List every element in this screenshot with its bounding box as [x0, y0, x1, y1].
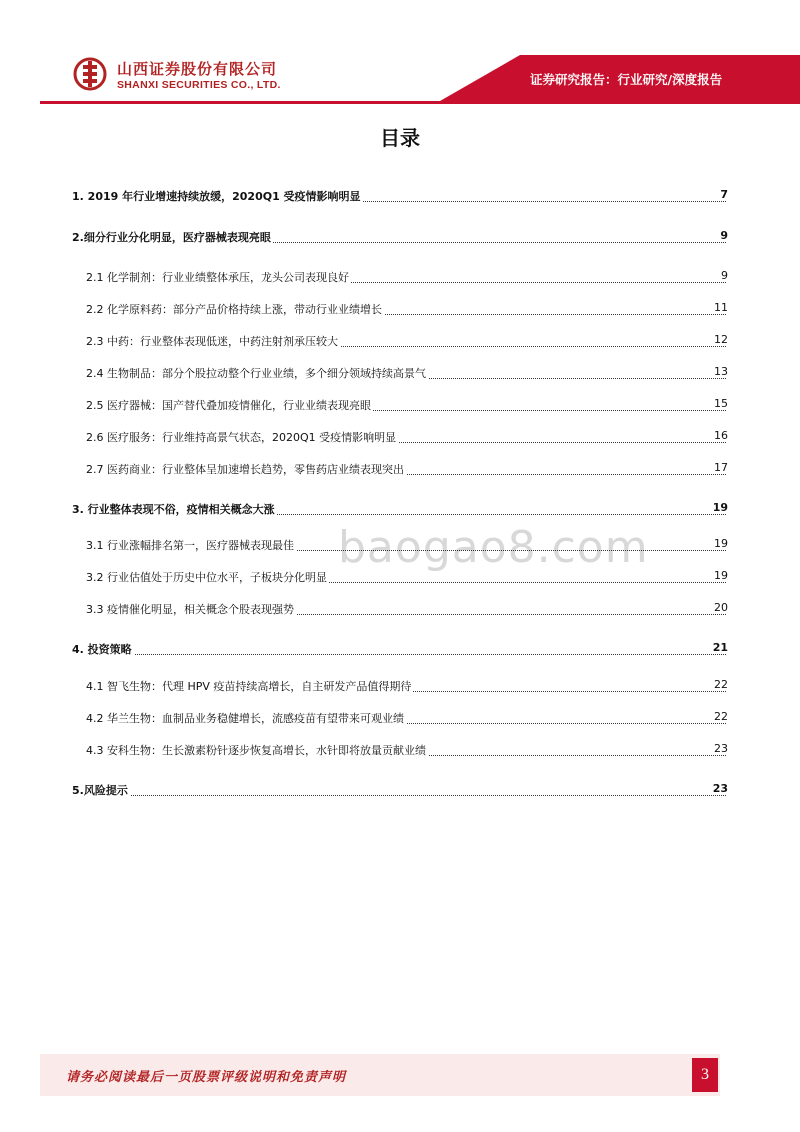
watermark: baogao8.com: [338, 522, 649, 573]
toc-subsection-entry[interactable]: [0, 569, 800, 587]
toc-entry-page: 22: [714, 710, 728, 723]
toc-entry-label: 4. 投资策略: [72, 643, 132, 656]
toc-entry-page: 19: [712, 501, 728, 514]
shanxi-securities-logo-icon: [72, 56, 108, 92]
toc-subsection-entry[interactable]: [0, 365, 800, 383]
toc-entry-page: 13: [714, 365, 728, 378]
toc-entry-label: 2.细分行业分化明显，医疗器械表现亮眼: [72, 231, 271, 244]
toc-entry-label: 2.1 化学制剂：行业业绩整体承压，龙头公司表现良好: [86, 271, 349, 284]
page-number: 3: [692, 1058, 718, 1092]
toc-subsection-entry[interactable]: [0, 601, 800, 619]
header-band-tail: [440, 55, 520, 101]
toc-entry-label: 2.7 医药商业：行业整体呈加速增长趋势，零售药店业绩表现突出: [86, 463, 404, 476]
toc-subsection-entry[interactable]: [0, 742, 800, 760]
toc-entry-label: 3.3 疫情催化明显，相关概念个股表现强势: [86, 603, 294, 616]
company-name-cn: 山西证券股份有限公司: [117, 60, 278, 78]
toc-subsection-entry[interactable]: [0, 269, 800, 287]
toc-subsection-entry[interactable]: [0, 333, 800, 351]
disclaimer-text: 请务必阅读最后一页股票评级说明和免责声明: [66, 1070, 347, 1085]
toc-entry-page: 9: [720, 229, 728, 242]
toc-subsection-entry[interactable]: [0, 461, 800, 479]
toc-section-entry[interactable]: [0, 188, 800, 206]
toc-title: 目录: [380, 126, 420, 150]
toc-entry-page: 16: [714, 429, 728, 442]
toc-entry-page: 19: [714, 537, 728, 550]
toc-entry-label: 2.4 生物制品：部分个股拉动整个行业业绩，多个细分领域持续高景气: [86, 367, 426, 380]
toc-entry-page: 22: [714, 678, 728, 691]
toc-entry-page: 19: [714, 569, 728, 582]
toc-subsection-entry[interactable]: [0, 397, 800, 415]
toc-entry-page: 23: [714, 742, 728, 755]
toc-entry-label: 5.风险提示: [72, 784, 128, 797]
toc-dot-leader: [72, 782, 726, 796]
toc-entry-label: 4.1 智飞生物：代理 HPV 疫苗持续高增长，自主研发产品值得期待: [86, 680, 412, 693]
toc-entry-page: 21: [712, 641, 728, 654]
toc-dot-leader: [72, 641, 726, 655]
toc-entry-label: 3. 行业整体表现不俗，疫情相关概念大涨: [72, 503, 275, 516]
toc-entry-label: 2.6 医疗服务：行业维持高景气状态，2020Q1 受疫情影响明显: [86, 431, 397, 444]
toc-entry-page: 9: [721, 269, 728, 282]
toc-entry-label: 4.2 华兰生物：血制品业务稳健增长，流感疫苗有望带来可观业绩: [86, 712, 404, 725]
toc-entry-page: 23: [712, 782, 728, 795]
toc-entry-label: 3.1 行业涨幅排名第一，医疗器械表现最佳: [86, 539, 294, 552]
toc-subsection-entry[interactable]: [0, 678, 800, 696]
header-divider: [40, 101, 800, 104]
toc-section-entry[interactable]: [0, 229, 800, 247]
toc-section-entry[interactable]: [0, 641, 800, 659]
toc-subsection-entry[interactable]: [0, 710, 800, 728]
toc-entry-page: 17: [714, 461, 728, 474]
toc-entry-label: 1. 2019 年行业增速持续放缓，2020Q1 受疫情影响明显: [72, 190, 361, 203]
toc-entry-page: 20: [714, 601, 728, 614]
toc-entry-page: 7: [720, 188, 728, 201]
toc-entry-label: 2.3 中药：行业整体表现低迷，中药注射剂承压较大: [86, 335, 338, 348]
toc-section-entry[interactable]: [0, 782, 800, 800]
toc-section-entry[interactable]: [0, 501, 800, 519]
toc-entry-label: 3.2 行业估值处于历史中位水平，子板块分化明显: [86, 571, 327, 584]
toc-entry-page: 15: [714, 397, 728, 410]
report-type-label: 证券研究报告：行业研究/深度报告: [530, 72, 723, 87]
toc-entry-page: 11: [714, 301, 728, 314]
toc-subsection-entry[interactable]: [0, 301, 800, 319]
toc-entry-label: 4.3 安科生物：生长激素粉针逐步恢复高增长，水针即将放量贡献业绩: [86, 744, 426, 757]
toc-subsection-entry[interactable]: [0, 429, 800, 447]
page-header: [0, 0, 800, 104]
toc-entry-page: 12: [714, 333, 728, 346]
page-footer: [0, 1054, 800, 1096]
toc-entry-label: 2.2 化学原料药：部分产品价格持续上涨，带动行业业绩增长: [86, 303, 382, 316]
company-name-en: SHANXI SECURITIES CO., LTD.: [117, 79, 281, 91]
toc-entry-label: 2.5 医疗器械：国产替代叠加疫情催化，行业业绩表现亮眼: [86, 399, 371, 412]
